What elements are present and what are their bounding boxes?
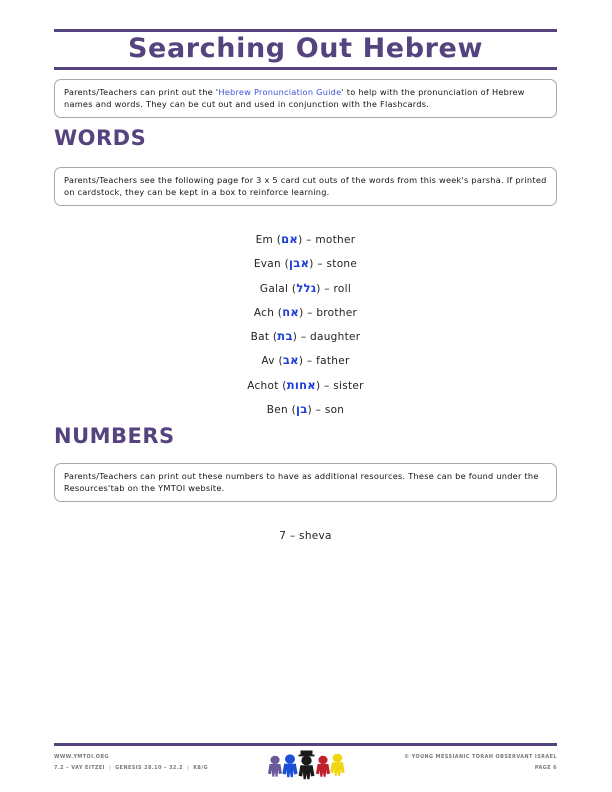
words-note-line1: Parents/Teachers see the following page for 3 x 5 card cut outs of the words from this week's parsha.: [64, 175, 504, 185]
list-item: [54, 228, 557, 252]
footer-grade: K8/G: [193, 765, 208, 771]
word-hebrew: אח: [282, 304, 300, 319]
paren-close: ): [299, 306, 304, 319]
paren-close: ): [309, 258, 314, 271]
section-heading-words: WORDS: [54, 126, 147, 150]
logo-figure-red: [316, 756, 330, 777]
word-meaning: sister: [333, 379, 364, 392]
list-item: [54, 349, 557, 373]
footer-lesson: 7.2 – VAY EITZEI: [54, 765, 105, 771]
dash: –: [315, 404, 322, 417]
list-item: [54, 325, 557, 349]
paren-close: ): [315, 379, 321, 392]
word-transliteration: Ach: [253, 306, 275, 319]
number-name: sheva: [299, 530, 332, 542]
list-item: [54, 277, 557, 301]
dash: –: [300, 331, 307, 344]
list-item: [54, 398, 557, 422]
footer-website[interactable]: WWW.YMTOI.ORG: [54, 754, 110, 760]
intro-text-after-link: ' to help with the pronunciation of: [341, 87, 490, 97]
hebrew-pronunciation-guide-link[interactable]: Hebrew Pronunciation Guide: [218, 87, 342, 97]
intro-text-line2: Hebrew names and words. They can be cut out and used in conjunction with the Flashcards.: [64, 87, 525, 110]
dash: –: [289, 530, 296, 542]
word-meaning: stone: [326, 258, 358, 271]
dash: –: [306, 355, 313, 368]
logo-figure-black: [299, 751, 315, 780]
footer-separator: |: [108, 765, 112, 771]
paren-open: (: [277, 306, 283, 319]
word-meaning: roll: [333, 282, 352, 295]
paren-open: (: [291, 282, 297, 295]
word-transliteration: Av: [261, 355, 275, 368]
page-title: Searching Out Hebrew: [127, 33, 483, 64]
word-transliteration: Ben: [266, 404, 288, 417]
dash: –: [317, 258, 323, 271]
word-meaning: daughter: [310, 331, 361, 344]
numbers-note-box: [54, 463, 557, 502]
logo-figure-blue: [282, 754, 297, 777]
paren-close: ): [307, 404, 312, 417]
paren-open: (: [284, 258, 290, 271]
list-item: [54, 252, 557, 276]
word-hebrew: בן: [296, 402, 308, 417]
words-note-line2: If printed on cardstock, they can be kept in a box to reinforce learning.: [64, 175, 547, 198]
footer-separator: |: [186, 765, 190, 771]
numbers-note-line2: under the Resources'tab on the YMTOI website.: [64, 471, 539, 494]
paren-close: ): [298, 355, 304, 368]
paren-open: (: [278, 355, 283, 368]
list-item: [54, 525, 557, 548]
hebrew-number-list: [54, 525, 557, 548]
paren-close: ): [298, 234, 303, 246]
logo-figure-yellow: [330, 754, 345, 776]
footer-meta-line: [54, 763, 208, 774]
word-hebrew: בת: [277, 329, 293, 344]
words-note-box: [54, 167, 557, 206]
paren-close: ): [316, 282, 321, 295]
word-hebrew: אבן: [289, 256, 310, 271]
logo-figure-purple: [268, 756, 282, 777]
dash: –: [307, 306, 313, 319]
word-meaning: mother: [315, 234, 356, 246]
paren-close: ): [292, 331, 298, 344]
word-transliteration: Bat: [250, 331, 270, 344]
word-transliteration: Galal: [259, 282, 289, 295]
dash: –: [324, 282, 330, 295]
footer-right-block: [404, 752, 557, 774]
word-hebrew: אם: [281, 232, 299, 246]
footer-copyright: © YOUNG MESSIANIC TORAH OBSERVANT ISRAEL: [404, 754, 557, 760]
word-hebrew: גלל: [296, 280, 317, 295]
word-transliteration: Evan: [253, 258, 281, 271]
numbers-note-line1: Parents/Teachers can print out these numbers to have as additional resources. These can be found: [64, 471, 494, 481]
list-item: [54, 374, 557, 398]
hebrew-word-list: [54, 228, 557, 422]
word-meaning: son: [324, 404, 345, 417]
section-heading-numbers: NUMBERS: [54, 424, 175, 448]
footer-rule: [54, 743, 557, 746]
paren-open: (: [276, 234, 282, 246]
word-meaning: father: [316, 355, 350, 368]
word-hebrew: אחות: [286, 377, 316, 392]
paren-open: (: [291, 404, 296, 417]
word-transliteration: Em: [255, 234, 274, 246]
intro-note-box: [54, 79, 557, 118]
dash: –: [306, 234, 312, 246]
footer-left-block: [54, 752, 208, 774]
ymtoi-logo: [266, 749, 348, 785]
word-hebrew: אב: [282, 353, 299, 368]
paren-open: (: [272, 331, 278, 344]
header-rule-bottom: [54, 67, 557, 70]
intro-text-before-link: Parents/Teachers can print out the ': [64, 87, 219, 97]
footer-page-number: PAGE 6: [534, 765, 557, 771]
number-numeral: 7: [279, 530, 287, 542]
footer-scripture: GENESIS 28.10 – 32.2: [115, 765, 183, 771]
word-transliteration: Achot: [247, 379, 279, 392]
paren-open: (: [282, 379, 287, 392]
list-item: [54, 301, 557, 325]
dash: –: [324, 379, 330, 392]
word-meaning: brother: [316, 306, 358, 319]
